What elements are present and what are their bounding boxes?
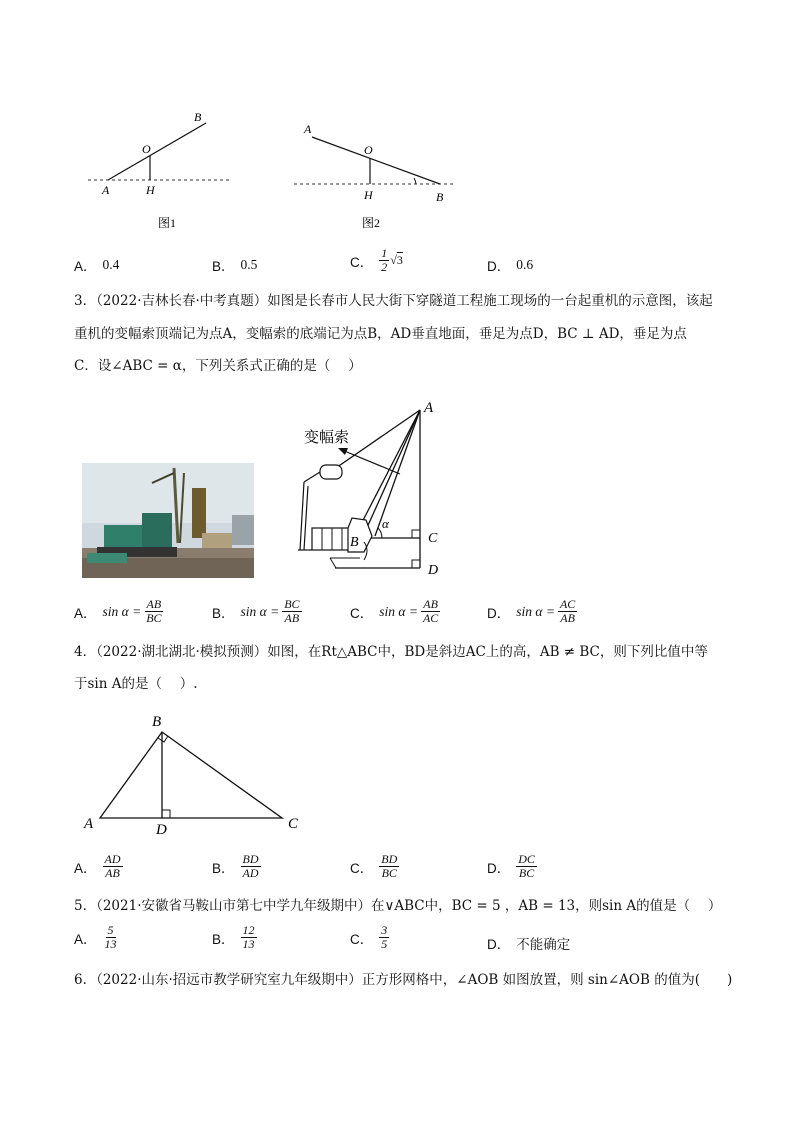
q3-text-line3: C．设∠ABC = α，下列关系式正确的是（ ）: [74, 358, 362, 374]
q3-option-a[interactable]: A． sin α = $\frac{AB}{BC}$: [74, 597, 162, 625]
q5-option-b[interactable]: B． $\frac{12}{13}$: [212, 923, 255, 951]
q4-text-line1: 4．（2022·湖北湖北·模拟预测）如图，在Rt△ABC中，BD是斜边AC上的高，AB ≠ BC，则下列比值中等: [74, 644, 708, 660]
q3-fig-label-b: B: [350, 535, 359, 550]
q5-text-line1: 5．（2021·安徽省马鞍山市第七中学九年级期中）在∨ABC中，BC = 5 ，AB = 13，则sin A的值是（ ）: [74, 898, 722, 914]
q2-option-d[interactable]: D． 0.6: [487, 257, 534, 274]
q2-option-b[interactable]: B． 0.5: [212, 257, 258, 274]
q6-text-line1: 6．（2022·山东·招远市教学研究室九年级期中）正方形网格中，∠AOB 如图放置，则 sin∠AOB 的值为( ): [74, 972, 733, 988]
figure-2: [290, 115, 470, 235]
q4-option-c[interactable]: C． $\frac{BD}{BC}$: [350, 852, 398, 880]
fig2-label-a: A: [304, 122, 312, 136]
q5-option-c[interactable]: C． $\frac{3}{5}$: [350, 923, 388, 951]
q4-option-a[interactable]: A． $\frac{AD}{AB}$: [74, 852, 121, 880]
fig1-caption: 图1: [158, 216, 177, 230]
q3-fig-label-d: D: [428, 563, 439, 578]
q3-fig-label-cable: 变幅索: [304, 428, 350, 446]
q4-option-d[interactable]: D． $\frac{DC}{BC}$: [487, 852, 535, 880]
q4-fig-label-c: C: [288, 816, 299, 832]
q3-fig-label-alpha: α: [382, 516, 389, 531]
q3-fig-label-c: C: [428, 531, 438, 546]
fig2-label-h: H: [364, 188, 373, 202]
q3-option-d[interactable]: D． sin α = $\frac{AC}{AB}$: [487, 597, 576, 625]
q5-option-d[interactable]: D． 不能确定: [487, 937, 571, 953]
q3-option-b[interactable]: B． sin α = $\frac{BC}{AB}$: [212, 597, 300, 625]
fig1-label-h: H: [146, 183, 155, 197]
q5-option-a[interactable]: A． $\frac{5}{13}$: [74, 923, 117, 951]
fig1-label-b: B: [194, 110, 202, 124]
q4-option-b[interactable]: B． $\frac{BD}{AD}$: [212, 852, 259, 880]
fig2-label-o: O: [364, 143, 373, 157]
q4-text-line2: 于sin A的是（ ）.: [74, 676, 198, 692]
q3-option-c[interactable]: C． sin α = $\frac{AB}{AC}$: [350, 597, 439, 625]
q3-text-line2: 重机的变幅索顶端记为点A，变幅索的底端记为点B，AD垂直地面，垂足为点D，BC ⊥ AD，垂足为点: [74, 326, 687, 342]
q3-fig-label-a: A: [424, 400, 434, 416]
fig1-label-a: A: [102, 183, 110, 197]
figure-1: [80, 105, 250, 235]
crane-diagram: [290, 390, 450, 580]
q4-fig-label-a: A: [84, 816, 94, 832]
q4-fig-label-d: D: [156, 822, 167, 836]
fig2-caption: 图2: [362, 216, 381, 230]
fig2-label-b: B: [436, 190, 444, 204]
q2-option-c[interactable]: C． $\frac{1}{2}$ √3: [350, 246, 403, 274]
crane-photo: [82, 463, 254, 578]
q2-option-a[interactable]: A． 0.4: [74, 257, 120, 274]
fig1-label-o: O: [142, 142, 151, 156]
q3-text-line1: 3．（2022·吉林长春·中考真题）如图是长春市人民大街下穿隧道工程施工现场的一台起重机的示意图，该起: [74, 293, 713, 309]
q4-triangle-figure: [80, 708, 310, 836]
q4-fig-label-b: B: [152, 714, 162, 730]
